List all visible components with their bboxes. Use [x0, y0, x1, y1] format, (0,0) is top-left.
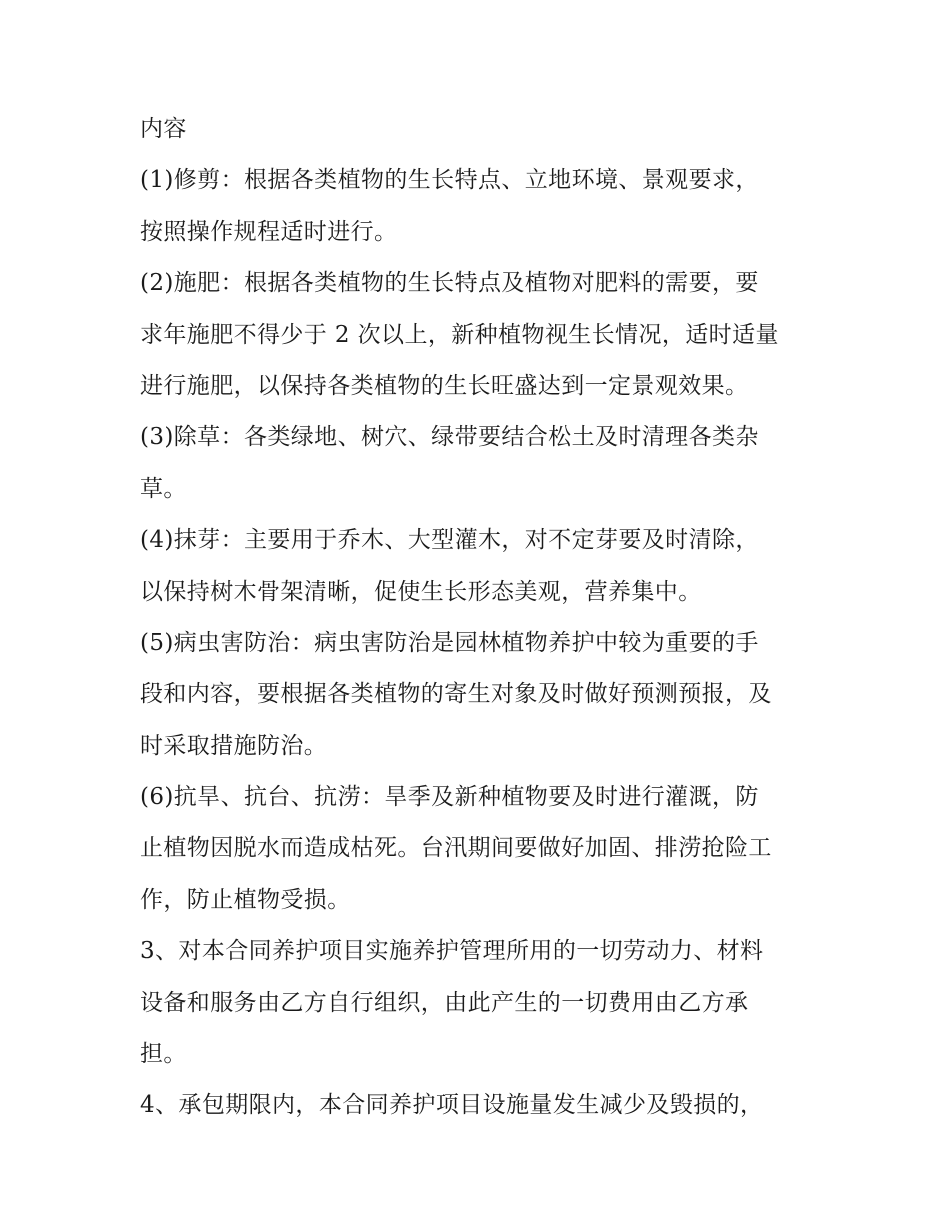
text-line: (6)抗旱、抗台、抗涝：旱季及新种植物要及时进行灌溉，防 [140, 784, 759, 811]
text-line: (1)修剪：根据各类植物的生长特点、立地环境、景观要求， [140, 167, 759, 194]
text-line: 按照操作规程适时进行。 [140, 218, 398, 245]
text-line: 设备和服务由乙方自行组织，由此产生的一切费用由乙方承 [140, 989, 749, 1016]
text-line: (2)施肥：根据各类植物的生长特点及植物对肥料的需要，要 [140, 270, 759, 297]
text-line: 止植物因脱水而造成枯死。台汛期间要做好加固、排涝抢险工 [140, 835, 772, 862]
text-line: 时采取措施防治。 [140, 732, 328, 759]
text-line: 3、对本合同养护项目实施养护管理所用的一切劳动力、材料 [140, 938, 764, 965]
text-line: 以保持树木骨架清晰，促使生长形态美观，营养集中。 [140, 578, 702, 605]
text-line: 草。 [140, 475, 187, 502]
text-line: (3)除草：各类绿地、树穴、绿带要结合松土及时清理各类杂 [140, 424, 759, 451]
text-line: 作，防止植物受损。 [140, 886, 351, 913]
text-line: 4、承包期限内，本合同养护项目设施量发生减少及毁损的， [140, 1092, 764, 1119]
text-line: (4)抹芽：主要用于乔木、大型灌木，对不定芽要及时清除， [140, 527, 759, 554]
document-body [140, 106, 820, 1134]
text-line: 进行施肥，以保持各类植物的生长旺盛达到一定景观效果。 [140, 372, 749, 399]
section-heading: 内容 [140, 116, 187, 142]
text-line: 担。 [140, 1041, 187, 1068]
text-line: 求年施肥不得少于 2 次以上，新种植物视生长情况，适时适量 [140, 321, 779, 348]
text-line: 段和内容，要根据各类植物的寄生对象及时做好预测预报，及 [140, 681, 772, 708]
text-line: (5)病虫害防治：病虫害防治是园林植物养护中较为重要的手 [140, 629, 759, 656]
